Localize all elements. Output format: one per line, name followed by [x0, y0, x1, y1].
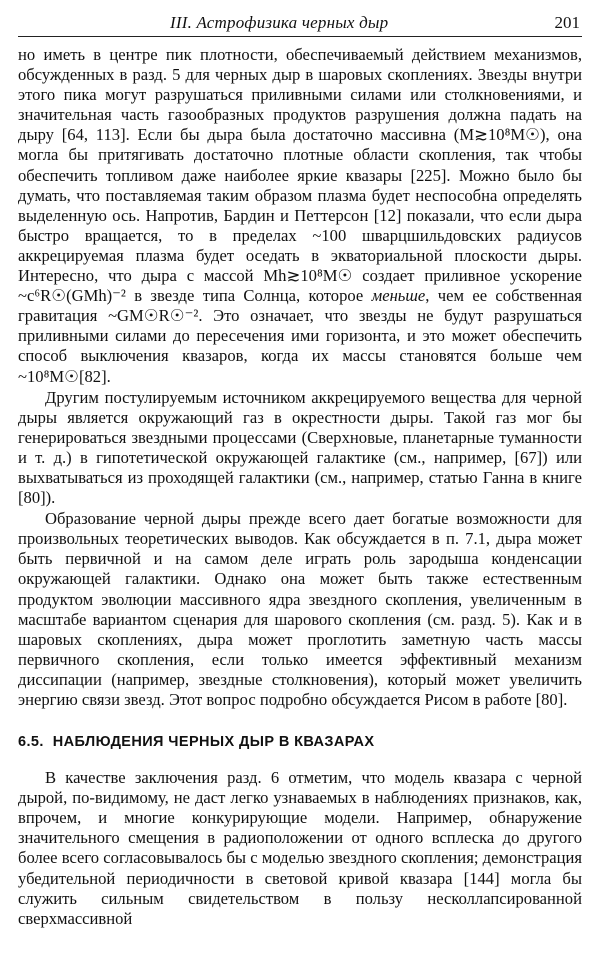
paragraph-1-text-a: но иметь в центре пик плотности, обеспечиваемый действием механизмов, обсужденных в разд. 5 для черных дыр в шаровых скоплениях. Звезды внутри этого пика могут разрушаться приливными силами или столкновениями, и значительная часть газообразных продуктов разрушения должна падать на дыру [64, 113]. Если бы дыра была достаточно массивна (M≳10⁸M☉), она могла бы притягивать достаточно плотные области скопления, так чтобы обеспечить топливом даже наиболее яркие квазары [225]. Можно было бы думать, что поставляемая таким образом плазма будет неспособна определять выделенную ось. Напротив, Бардин и Петтерсон [12] показали, что если дыра быстро вращается, то в пределах ~100 шварцшильдовских радиусов аккрецируемая плазма будет оседать в экваториальной плоскости дыры. Интересно, что дыра с массой Mh≳10⁸M☉ создает приливное ускорение ~c⁶R☉(GMh)⁻² в звезде типа Солнца, которое: [18, 45, 582, 306]
paragraph-2: Другим постулируемым источником аккрецируемого вещества для черной дыры является окружающий газ в окрестности дыры. Такой газ мог бы генерироваться звездными процессами (Сверхновые, планетарные туманности и т. д.) в гипотетической окружающей галактике (см., например, [67]) или выхватываться из проходящей галактики (см., например, статью Ганна в книге [80]).: [18, 387, 582, 508]
section-heading: [18, 734, 582, 750]
running-head: [18, 10, 582, 37]
paragraph-1-text-b: , чем ее собственная гравитация ~GM☉R☉⁻². Это означает, что звезды не будут разрушаться приливными силами до пересечения ими горизонта, и это может обеспечить способ выключения квазаров, когда их массы становятся больше чем ~10⁸M☉[82].: [18, 286, 582, 386]
page-number: 201: [554, 13, 580, 32]
running-title: III. Астрофизика черных дыр: [170, 13, 389, 32]
paragraph-4: В качестве заключения разд. 6 отметим, что модель квазара с черной дырой, по-видимому, не даст легко узнаваемых в наблюдениях признаков, как, впрочем, и многие конкурирующие модели. Например, обнаружение значительного смещения в радиоположении от одного всплеска до другого более всего согласовывалось бы с моделью звездного скопления; демонстрация убедительной периодичности в световой кривой квазара [144] могла бы служить сильным свидетельством в пользу несколлапсированной сверхмассивной: [18, 768, 582, 928]
paragraph-3: Образование черной дыры прежде всего дает богатые возможности для произвольных теоретических выводов. Как обсуждается в п. 7.1, дыра может быть первичной и на самом деле играть роль зародыша конденсации окружающей галактики. Однако она может быть также естественным продуктом эволюции массивного ядра звездного скопления, увеличенным в масштабе вариантом сценария для шарового скопления (см. разд. 5). Как и в шаровых скоплениях, дыра может проглотить заметную часть массы первичного скопления, если только имеется эффективный механизм диссипации (например, звездные столкновения), который может увеличить энергию связи звезд. Этот вопрос подробно обсуждается Рисом в работе [80].: [18, 509, 582, 709]
section-number: 6.5.: [18, 734, 44, 751]
paragraph-1: [18, 45, 582, 387]
paragraph-1-emphasis: меньше: [371, 286, 426, 306]
section-title: НАБЛЮДЕНИЯ ЧЕРНЫХ ДЫР В КВАЗАРАХ: [52, 734, 375, 751]
